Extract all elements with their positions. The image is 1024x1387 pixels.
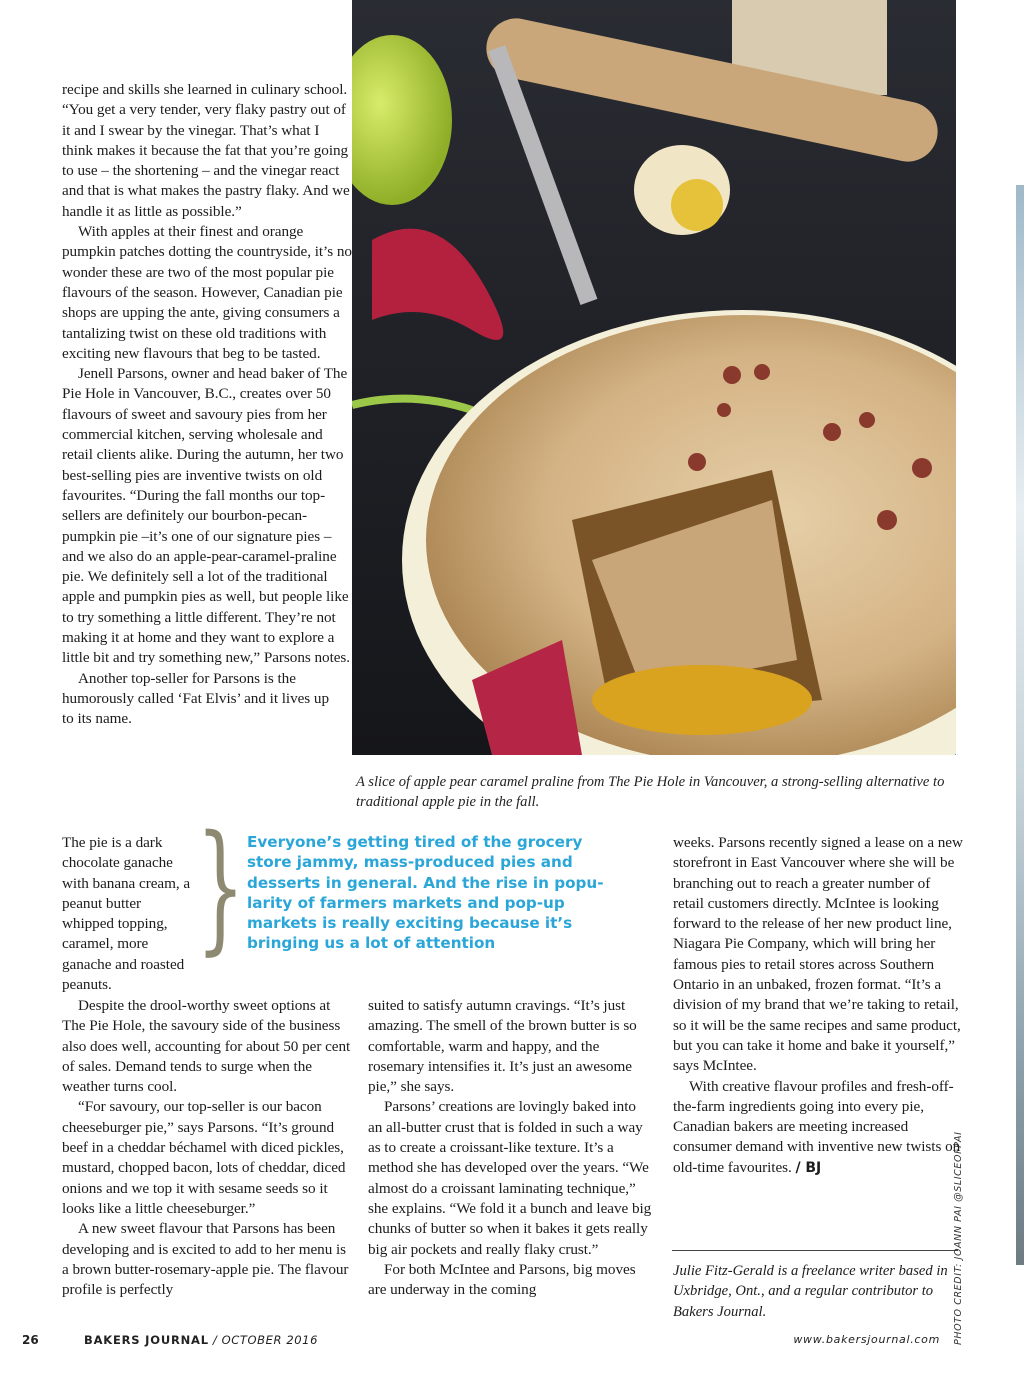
closing-text: With creative flavour profiles and fresh-off-the-farm ingredients going into every pie, Canadian bakers are meeting increased consumer demand with inventive new twists on old-time favourites. (673, 1077, 961, 1176)
body-paragraph: “For savoury, our top-seller is our bacon cheeseburger pie,” says Parsons. “It’s ground beef in a cheddar béchamel with diced pickles, mustard, chopped bacon, lots of cheddar, diced onions and we top it with sesame seeds so it looks like a little cheeseburger.” (62, 1098, 346, 1217)
signoff: / BJ (795, 1159, 822, 1176)
magazine-name: BAKERS JOURNAL (84, 1333, 209, 1347)
magazine-issue (84, 1333, 318, 1347)
pie-photo-illustration (352, 0, 956, 755)
pie-photo (352, 0, 956, 755)
column-3 (673, 833, 963, 1178)
body-paragraph: recipe and skills she learned in culinary school. “You get a very tender, very flaky pastry out of it and I swear by the vinegar. That’s what I think makes it because the fat that you’re going to use – the shortening – and the vinegar react and that is what makes the pastry flaky. And we handle it as little as possible.” (62, 81, 350, 220)
body-paragraph: A new sweet flavour that Parsons has been developing and is excited to add to her menu is a brown butter-rosemary-apple pie. The flavour profile is perfectly (62, 1220, 349, 1299)
photo-credit (951, 1100, 967, 1345)
body-paragraph: Jenell Parsons, owner and head baker of The Pie Hole in Vancouver, B.C., creates over 50 flavours of sweet and savoury pies from her commercial kitchen, serving wholesale and retail clients alike. During the autumn, her two best-selling pies are inventive twists on old favourites. “During the fall months our top-sellers are definitely our bourbon-pecan-pumpkin pie –it’s one of our signature pies – and we also do an apple-pear-caramel-praline pie. We definitely sell a lot of the traditional apple and pumpkin pies as well, but people like to try something a little different. They’re not making it at home and they want to explore a little bit and try something new,” Parsons notes. (62, 365, 351, 667)
column-1-bottom (62, 996, 352, 1300)
body-paragraph: The pie is a dark chocolate ganache with banana cream, a peanut butter whipped topping, caramel, more ganache and roasted peanuts. (62, 834, 191, 994)
column-2 (368, 996, 652, 1300)
page-footer (0, 1333, 1024, 1353)
photo-credit-text: PHOTO CREDIT: JOANN PAI @SLICEOFPAI (953, 1131, 964, 1345)
body-paragraph: Despite the drool-worthy sweet options at The Pie Hole, the savoury side of the business also does well, accounting for about 50 per cent of sales. Demand tends to surge when the weather turns cool. (62, 997, 351, 1096)
body-paragraph (673, 1077, 963, 1178)
pullquote-brace: } (196, 806, 245, 969)
footer-separator: / (212, 1333, 218, 1347)
page-edge-strip (1016, 185, 1024, 1265)
page-number: 26 (22, 1333, 39, 1347)
bio-divider (672, 1250, 958, 1251)
body-paragraph: For both McIntee and Parsons, big moves are underway in the coming (368, 1260, 636, 1299)
body-paragraph: weeks. Parsons recently signed a lease on a new storefront in East Vancouver where she will be branching out to reach a greater number of retail customers directly. McIntee is looking forward to the release of her new product line, Niagara Pie Company, which will bring her famous pies to retail stores across Southern Ontario in an unbaked, frozen format. “It’s a division of my brand that we’re taking to retail, so it will be the same recipes and same product, but you can take it home and bake it yourself,” says McIntee. (673, 834, 963, 1075)
body-paragraph: Parsons’ creations are lovingly baked into an all-butter crust that is folded in such a way as to create a croissant-like texture. It’s a method she has developed over the years. “We almost do a croissant laminating technique,” she explains. “We fold it a bunch and leave big chunks of butter so when it bakes it gets really big air pockets and really flaky crust.” (368, 1098, 652, 1258)
column-1-narrow (62, 833, 194, 995)
photo-caption: A slice of apple pear caramel praline from The Pie Hole in Vancouver, a strong-selling alternative to traditional apple pie in the fall. (356, 774, 945, 810)
pullquote: Everyone’s getting tired of the grocery store jammy, mass-produced pies and desserts in general. And the rise in popu- larity of farmers markets and pop-up markets is really exciting because it’s bringing us a lot of attention (247, 833, 604, 953)
website-url: www.bakersjournal.com (793, 1333, 940, 1346)
issue-date: OCTOBER 2016 (221, 1333, 318, 1347)
body-paragraph: With apples at their finest and orange pumpkin patches dotting the countryside, it’s no wonder these are two of the most popular pie flavours of the season. However, Canadian pie shops are upping the ante, giving consumers a tantalizing twist on these old traditions with exciting new flavours that beg to be tasted. (62, 223, 352, 362)
body-paragraph: Another top-seller for Parsons is the humorously called ‘Fat Elvis’ and it lives up to its name. (62, 669, 330, 728)
author-bio: Julie Fitz-Gerald is a freelance writer based in Uxbridge, Ont., and a regular contributor to Bakers Journal. (673, 1263, 948, 1320)
body-paragraph: suited to satisfy autumn cravings. “It’s just amazing. The smell of the brown butter is so comfortable, warm and happy, and the rosemary intensifies it. It’s just an awesome pie,” she says. (368, 997, 637, 1096)
column-1-top (62, 80, 352, 730)
